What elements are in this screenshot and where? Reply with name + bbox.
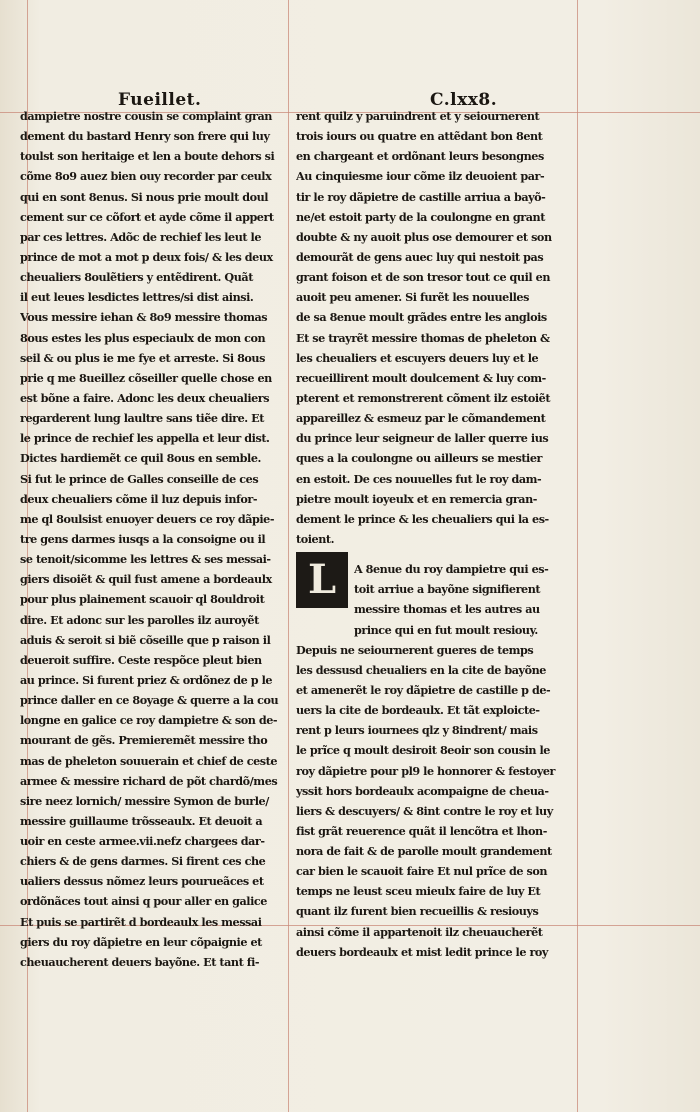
text-line: quant ilz furent bien recueillis & resiouys (296, 904, 539, 919)
text-line: rent p leurs iournees qlz y 8indrent/ mais (296, 723, 538, 738)
text-line: par ces lettres. Adõc de rechief les leut le (20, 229, 262, 244)
text-line: regarderent lung laultre sans tiẽe dire. Et (20, 411, 264, 426)
text-line: deux cheualiers cõme il luz depuis infor- (20, 491, 258, 506)
text-line: cõme 8o9 auez bien ouy recorder par ceulx (20, 169, 272, 184)
text-line: me ql 8oulsist enuoyer deuers ce roy dãpie- (20, 511, 275, 526)
text-line: doubte & ny auoit plus ose demourer et son (296, 229, 552, 244)
text-line: prince daller en ce 8oyage & querre a la cou (20, 693, 279, 708)
text-line: deueroit suffire. Ceste respõce pleut bien (20, 652, 262, 667)
text-line: fist grãt reuerence quãt il lencõtra et lhon- (296, 823, 547, 838)
text-line: grant foison et de son tresor tout ce quil en (296, 270, 551, 285)
text-line: au prince. Si furent priez & ordõnez de p le (20, 672, 273, 687)
left-column-lines (20, 106, 284, 972)
text-line: uers la cite de bordeaulx. Et tãt exploicte- (296, 703, 540, 718)
folio-number: C.lxx8. (430, 90, 498, 110)
text-line: de sa 8enue moult grãdes entre les anglois (296, 310, 547, 325)
text-line: auoit peu amener. Si furẽt les nouuelles (296, 290, 529, 305)
text-line: qui en sont 8enus. Si nous prie moult doul (20, 189, 269, 204)
text-line: ordõnãces tout ainsi q pour aller en galice (20, 894, 267, 909)
text-line: toit arriue a bayõne signifierent (354, 582, 541, 597)
text-line: prince de mot a mot p deux fois/ & les deux (20, 249, 273, 264)
text-line: tre gens darmes iusqs a la consoigne ou il (20, 531, 266, 546)
text-line: prie q me 8ueillez cõseiller quelle chose en (20, 370, 272, 385)
left-column (20, 106, 284, 972)
text-line: aduis & seroit si biẽ cõseille que p raison il (20, 632, 271, 647)
text-line: cement sur ce cõfort et ayde cõme il appert (20, 209, 274, 224)
text-line: liers & descuyers/ & 8int contre le roy et luy (296, 803, 553, 818)
text-line: mas de pheleton souuerain et chief de ceste (20, 753, 277, 768)
text-line: 8ous estes les plus especiaulx de mon con (20, 330, 266, 345)
text-line: il eut leues lesdictes lettres/si dist ainsi. (20, 290, 254, 305)
text-line: dire. Et adonc sur les parolles ilz auroyẽt (20, 612, 259, 627)
chapter-opening (296, 549, 572, 640)
drop-initial: L (296, 552, 348, 608)
text-line: sire neez lornich/ messire Symon de burle/ (20, 793, 269, 808)
right-column-top-lines (296, 106, 572, 549)
text-line: rent quilz y paruindrent et y seiournerent (296, 109, 540, 123)
text-line: Vous messire iehan & 8o9 messire thomas (20, 310, 268, 325)
text-line: Dictes hardiemẽt ce quil 8ous en semble. (20, 451, 261, 466)
text-line: A 8enue du roy dampietre qui es- (354, 562, 549, 577)
text-line: demourãt de gens auec luy qui nestoit pas (296, 249, 544, 264)
text-line: pterent et remonstrerent cõment ilz estoiẽt (296, 390, 551, 405)
text-line: prince qui en fut moult resiouy. (354, 622, 538, 637)
text-line: uoir en ceste armee.vii.nefz chargees dar- (20, 834, 265, 849)
text-line: ques a la coulongne ou ailleurs se mestier (296, 451, 542, 466)
text-line: messire guillaume trõsseaulx. Et deuoit a (20, 813, 263, 828)
text-line: dement le prince & les cheualiers qui la es- (296, 511, 549, 526)
text-line: Et se trayrẽt messire thomas de pheleton & (296, 330, 550, 345)
text-line: dement du bastard Henry son frere qui luy (20, 129, 270, 144)
text-line: appareillez & esmeuz par le cõmandement (296, 411, 546, 426)
text-line: yssit hors bordeaulx acompaigne de cheua- (296, 783, 549, 798)
text-line: cheualiers 8oulẽtiers y entẽdirent. Quãt (20, 270, 253, 285)
gutter-rule (288, 0, 289, 1112)
text-line: ne/et estoit party de la coulongne en grant (296, 209, 545, 224)
text-line: car bien le scauoit faire Et nul prĩce de son (296, 864, 548, 879)
right-column (296, 106, 572, 962)
text-line: en chargeant et ordõnant leurs besongnes (296, 149, 544, 164)
text-line: se tenoit/sicomme les lettres & ses messai- (20, 552, 271, 567)
text-line: temps ne leust sceu mieulx faire de luy Et (296, 884, 541, 899)
running-head-left: Fueillet. (118, 90, 202, 110)
margin-rule-right (577, 0, 578, 1112)
text-line: en estoit. De ces nouuelles fut le roy dam- (296, 471, 542, 486)
text-line: longne en galice ce roy dampietre & son de- (20, 713, 278, 728)
text-line: seil & ou plus ie me fye et arreste. Si 8ous (20, 350, 265, 365)
text-line: Et puis se partirẽt d bordeaulx les messai (20, 914, 262, 929)
text-line: pour plus plainement scauoir ql 8ouldroit (20, 592, 265, 607)
text-line: les cheualiers et escuyers deuers luy et le (296, 350, 539, 365)
text-line: messire thomas et les autres au (354, 602, 540, 617)
text-line: le prince de rechief les appella et leur dist. (20, 431, 270, 446)
text-line: les dessusd cheualiers en la cite de bayõne (296, 662, 546, 677)
text-line: armee & messire richard de põt chardõ/mes (20, 773, 278, 788)
text-line: recueillirent moult doulcement & luy com- (296, 370, 546, 385)
text-line: est bõne a faire. Adonc les deux cheualiers (20, 390, 270, 405)
text-line: le prĩce q moult desiroit 8eoir son cousin le (296, 743, 550, 758)
text-line: mourant de gẽs. Premieremẽt messire tho (20, 733, 268, 748)
text-line: toient. (296, 531, 335, 546)
text-line: toulst son heritaige et len a boute dehors si (20, 149, 275, 164)
text-line: deuers bordeaulx et mist ledit prince le roy (296, 944, 548, 959)
text-line: nora de fait & de parolle moult grandement (296, 844, 552, 859)
text-line: du prince leur seigneur de laller querre ius (296, 431, 549, 446)
text-line: chiers & de gens darmes. Si firent ces che (20, 854, 266, 869)
text-line: ainsi cõme il appartenoit ilz cheuaucherẽt (296, 924, 543, 939)
right-column-bottom-lines (296, 640, 572, 962)
text-line: Depuis ne seiournerent gueres de temps (296, 642, 534, 657)
text-line: ualiers dessus nõmez leurs pourueãces et (20, 874, 264, 889)
text-line: roy dãpietre pour pl9 le honnorer & festoyer (296, 763, 556, 778)
text-line: tir le roy dãpietre de castille arriua a bayõ- (296, 189, 546, 204)
text-line: dampietre nostre cousin se complaint gran (20, 109, 272, 123)
text-line: pietre moult ioyeulx et en remercia gran- (296, 491, 537, 506)
text-line: giers disoiẽt & quil fust amene a bordeaulx (20, 572, 272, 587)
text-line: Au cinquiesme iour cõme ilz deuoient par- (296, 169, 545, 184)
text-line: cheuaucherent deuers bayõne. Et tant fi- (20, 954, 260, 969)
text-line: giers du roy dãpietre en leur cõpaignie et (20, 934, 262, 949)
text-line: Si fut le prince de Galles conseille de ces (20, 471, 259, 486)
text-line: et amenerẽt le roy dãpietre de castille p de- (296, 682, 551, 697)
text-line: trois iours ou quatre en attẽdant bon 8ent (296, 129, 543, 144)
